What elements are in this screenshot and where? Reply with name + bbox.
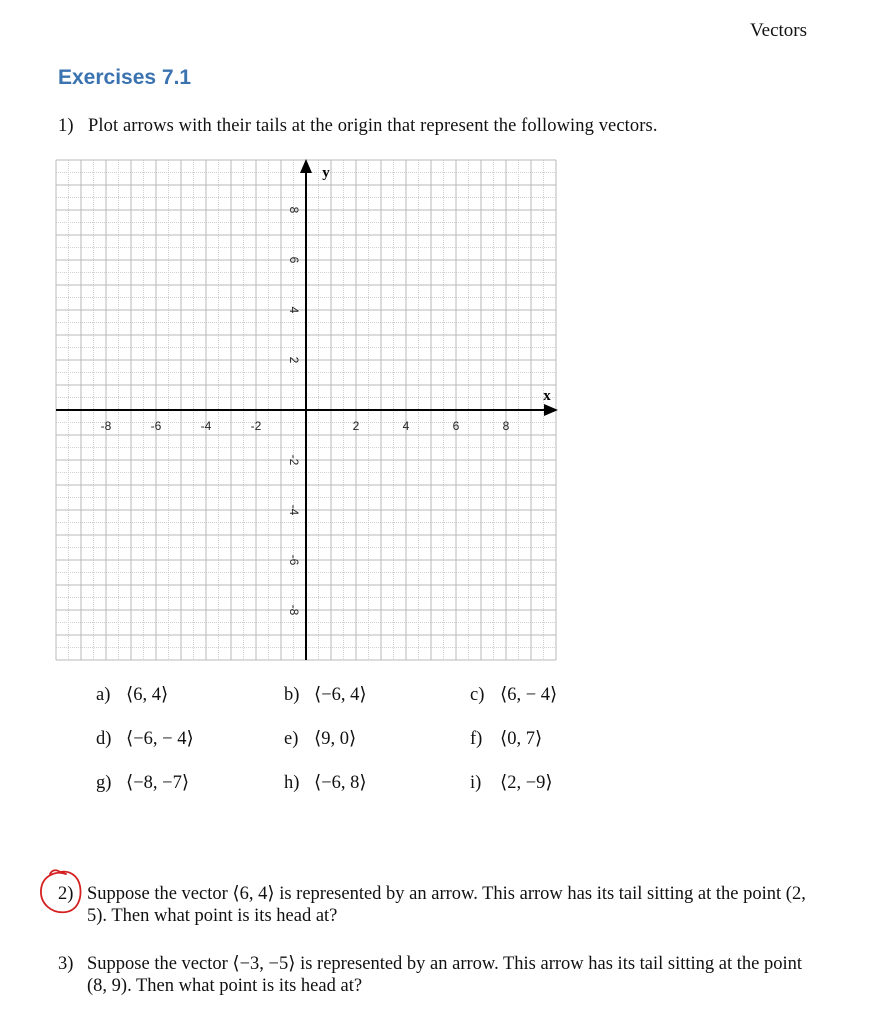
- question-1-number: 1): [58, 116, 74, 136]
- x-tick-label: 2: [352, 419, 360, 433]
- question-3-text: Suppose the vector ⟨−3, −5⟩ is represented by an arrow. This arrow has its tail sitting at the point (8, 9). Then what point is its head at?: [87, 954, 803, 996]
- vector-label: d): [96, 729, 112, 749]
- vector-item: [96, 728, 194, 750]
- vector-label: g): [96, 773, 112, 793]
- vector-item: [96, 772, 189, 794]
- y-tick-label: 6: [286, 256, 301, 264]
- vector-item: [470, 728, 542, 750]
- vector-label: b): [284, 685, 300, 705]
- y-tick-label: 8: [286, 206, 301, 214]
- vector-label: a): [96, 685, 111, 705]
- running-head: Vectors: [750, 20, 807, 41]
- vector-value: ⟨−6, − 4⟩: [126, 729, 194, 749]
- y-tick-label: -2: [286, 454, 301, 466]
- vector-label: f): [470, 729, 483, 749]
- vector-value: ⟨0, 7⟩: [500, 729, 543, 749]
- handwritten-circle-annotation: [36, 866, 86, 918]
- vector-value: ⟨6, 4⟩: [126, 685, 169, 705]
- x-tick-label: 6: [452, 419, 460, 433]
- question-2-number: 2): [58, 884, 74, 904]
- vector-item: [284, 728, 356, 750]
- vector-item: [284, 772, 367, 794]
- question-3: [58, 953, 818, 997]
- y-tick-label: -6: [286, 554, 301, 566]
- question-2: [58, 883, 818, 927]
- vector-item: [470, 684, 557, 706]
- vector-value: ⟨−6, 4⟩: [314, 685, 367, 705]
- vector-value: ⟨9, 0⟩: [314, 729, 357, 749]
- coordinate-plane: [50, 155, 570, 667]
- section-title: Exercises 7.1: [58, 66, 192, 89]
- question-1-text: Plot arrows with their tails at the origin that represent the following vectors.: [88, 116, 658, 136]
- y-axis-arrowhead: [300, 159, 312, 173]
- vector-label: c): [470, 685, 485, 705]
- y-tick-label: -4: [286, 504, 301, 516]
- x-tick-label: -4: [200, 419, 212, 433]
- y-tick-label: 4: [286, 306, 301, 314]
- question-1: [58, 116, 658, 137]
- x-tick-label: -8: [100, 419, 112, 433]
- vector-item: [470, 772, 553, 794]
- vector-label: h): [284, 773, 300, 793]
- x-tick-label: -6: [150, 419, 162, 433]
- vector-item: [96, 684, 168, 706]
- x-axis-label: x: [543, 388, 551, 404]
- question-2-text: Suppose the vector ⟨6, 4⟩ is represented by an arrow. This arrow has its tail sitting at the point (2, 5). Then what point is its head at?: [87, 884, 806, 926]
- vector-label: e): [284, 729, 299, 749]
- x-tick-label: 8: [502, 419, 510, 433]
- vector-label: i): [470, 773, 482, 793]
- y-tick-label: 2: [286, 356, 301, 364]
- vector-value: ⟨−8, −7⟩: [126, 773, 190, 793]
- x-tick-label: -2: [250, 419, 262, 433]
- vector-value: ⟨−6, 8⟩: [314, 773, 367, 793]
- question-3-number: 3): [58, 954, 74, 974]
- vector-value: ⟨2, −9⟩: [500, 773, 553, 793]
- y-tick-label: -8: [286, 604, 301, 616]
- y-axis-label: y: [322, 165, 330, 181]
- x-tick-label: 4: [402, 419, 410, 433]
- vector-item: [284, 684, 367, 706]
- vector-value: ⟨6, − 4⟩: [500, 685, 558, 705]
